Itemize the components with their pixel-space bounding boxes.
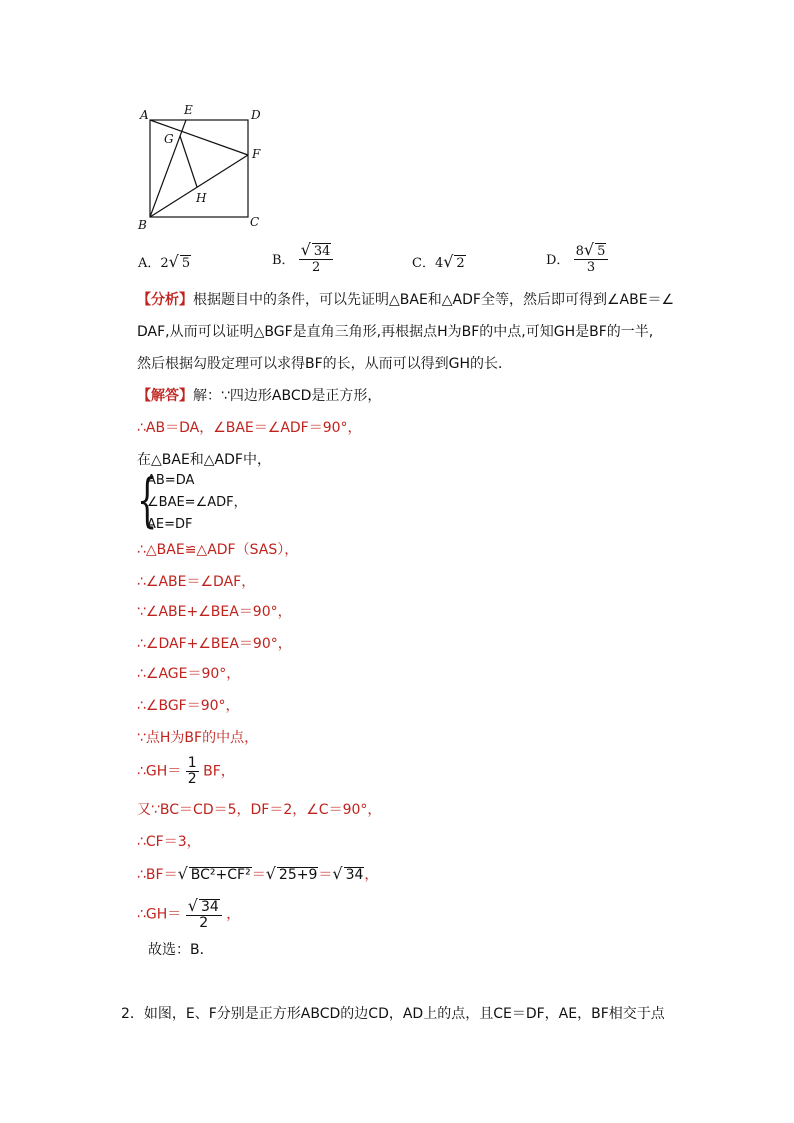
- label-f: F: [252, 147, 261, 161]
- solution-answer: 故选：B．: [148, 942, 214, 958]
- solution-line-4: ∴∠ABE＝∠DAF，: [137, 574, 256, 590]
- solution-line-8: ∴∠BGF＝90°，: [137, 698, 240, 714]
- solution-line-11: 又∵BC＝CD＝5，DF＝2，∠C＝90°，: [137, 802, 382, 818]
- solution-line-3: ∴△BAE≌△ADF（SAS），: [137, 542, 299, 558]
- solution-line-7: ∴∠AGE＝90°，: [137, 666, 241, 682]
- geometry-figure: [130, 98, 270, 234]
- label-c: C: [250, 215, 260, 229]
- option-b[interactable]: B． $\frac{√ 34}{2}$: [272, 242, 333, 275]
- solution-line-12: ∴CF＝3，: [137, 834, 201, 850]
- analysis-line-2: DAF,从而可以证明△BGF是直角三角形,再根据点H为BF的中点,可知GH是BF的一半,: [137, 324, 654, 340]
- solution-line-2: 在△BAE和△ADF中，: [137, 452, 271, 468]
- next-question: 2．如图，E、F分别是正方形ABCD的边CD，AD上的点，且CE＝DF，AE，BF相交于点: [121, 1006, 665, 1022]
- analysis-line-1: 【分析】根据题目中的条件，可以先证明△BAE和△ADF全等，然后即可得到∠ABE＝∠: [137, 292, 675, 308]
- option-a[interactable]: A．2√ 5: [138, 252, 191, 271]
- segment-gh: [180, 136, 197, 187]
- solution-line-9: ∵点H为BF的中点，: [137, 730, 259, 746]
- solution-head: 【解答】解：∵四边形ABCD是正方形，: [137, 388, 382, 404]
- brace-symbol: {: [137, 466, 158, 534]
- solution-line-6: ∴∠DAF+∠BEA＝90°，: [137, 636, 292, 652]
- segment-bf: [150, 155, 248, 217]
- label-h: H: [196, 191, 207, 205]
- solution-line-5: ∵∠ABE+∠BEA＝90°，: [137, 604, 292, 620]
- label-b: B: [138, 218, 147, 232]
- label-a: A: [140, 108, 149, 122]
- option-d[interactable]: D． $\frac{8√ 5}{3}$: [546, 242, 608, 275]
- system-line-3: AE=DF: [147, 517, 193, 532]
- analysis-line-3: 然后根据勾股定理可以求得BF的长，从而可以得到GH的长．: [137, 356, 513, 372]
- option-c[interactable]: C．4√ 2: [412, 252, 465, 271]
- label-g: G: [164, 132, 174, 146]
- label-e: E: [184, 103, 193, 117]
- system-line-2: ∠BAE=∠ADF，: [147, 495, 247, 510]
- solution-line-10: ∴GH＝ $\frac{1}{2}$ BF，: [137, 755, 235, 787]
- system-line-1: AB=DA: [147, 473, 195, 488]
- solution-line-1: ∴AB＝DA，∠BAE＝∠ADF＝90°，: [137, 420, 362, 436]
- label-d: D: [251, 108, 261, 122]
- solution-line-13: ∴BF＝√ BC²+CF²＝√ 25+9＝√ 34，: [137, 864, 379, 883]
- solution-line-14: ∴GH＝ $\frac{√ 34}{2}$ ，: [137, 896, 241, 931]
